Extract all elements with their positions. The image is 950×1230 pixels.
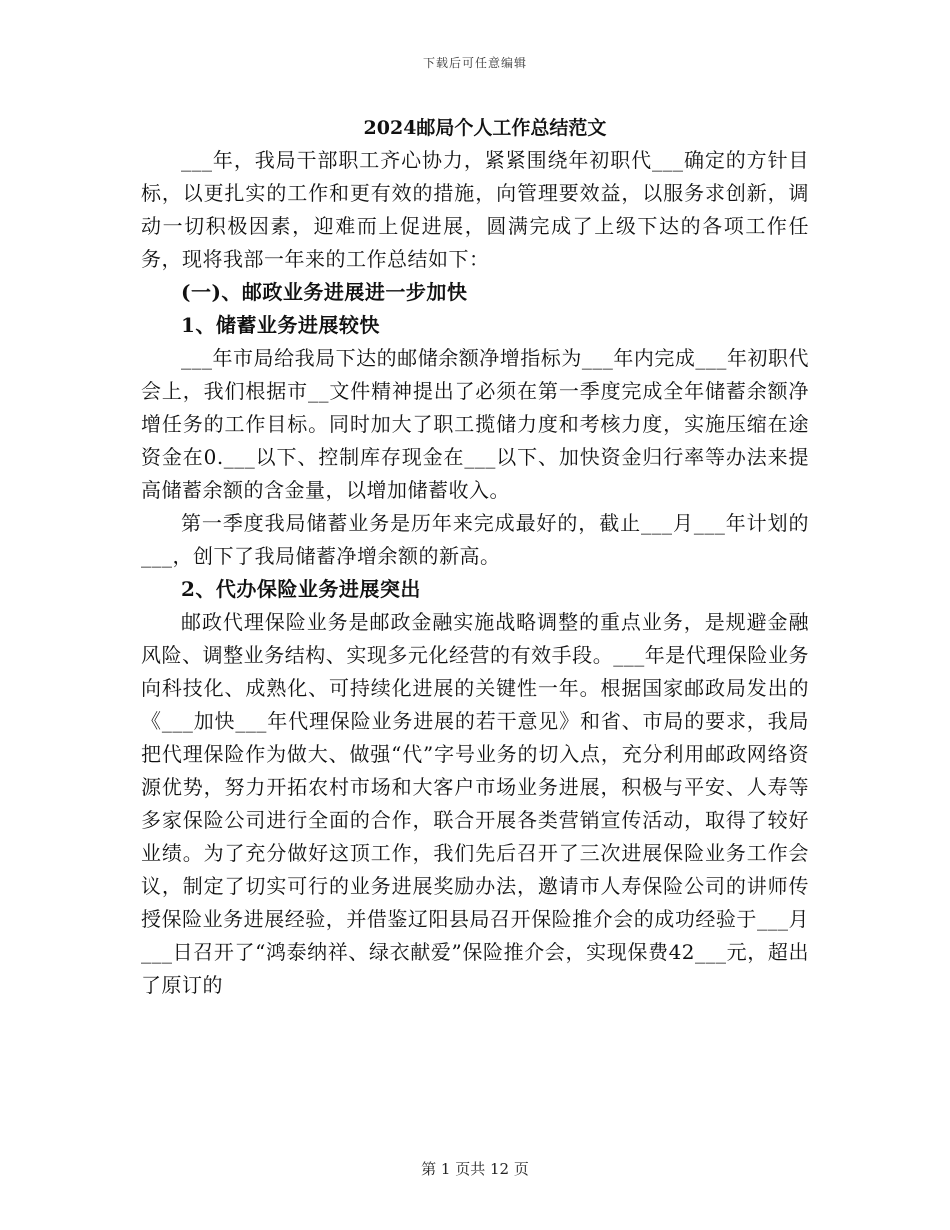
header-note: 下载后可任意编辑 bbox=[422, 56, 527, 70]
section-heading-1: (一)、邮政业务进展进一步加快 bbox=[181, 280, 468, 304]
intro-paragraph: ___年，我局干部职工齐心协力，紧紧围绕年初职代___确定的方针目标，以更扎实的工作和更有效的措施，向管理要效益，以服务求创新，调动一切积极因素，迎难而上促进展，圆满完成了上级下达的各项工作任务，现将我部一年来的工作总结如下： bbox=[141, 148, 809, 271]
subsection-heading-savings: 1、储蓄业务进展较快 bbox=[181, 313, 380, 337]
savings-paragraph-1: ___年市局给我局下达的邮储余额净增指标为___年内完成___年初职代会上，我们根据市__文件精神提出了必须在第一季度完成全年储蓄余额净增任务的工作目标。同时加大了职工揽储力度和考核力度，实施压缩在途资金在0.___以下、控制库存现金在___以下、加快资金归行率等办法来提高储蓄余额的含金量，以增加储蓄收入。 bbox=[141, 346, 809, 502]
document-title: 2024邮局个人工作总结范文 bbox=[363, 117, 607, 139]
savings-paragraph-2: 第一季度我局储蓄业务是历年来完成最好的，截止___月___年计划的___，创下了我局储蓄净增余额的新高。 bbox=[141, 511, 809, 568]
page-footer: 第 1 页共 12 页 bbox=[421, 1160, 529, 1178]
insurance-paragraph-1: 邮政代理保险业务是邮政金融实施战略调整的重点业务，是规避金融风险、调整业务结构、实现多元化经营的有效手段。___年是代理保险业务向科技化、成熟化、可持续化进展的关键性一年。根据国家邮政局发出的《___加快___年代理保险业务进展的若干意见》和省、市局的要求，我局把代理保险作为做大、做强“代”字号业务的切入点，充分利用邮政网络资源优势，努力开拓农村市场和大客户市场业务进展，积极与平安、人寿等多家保险公司进行全面的合作，联合开展各类营销宣传活动，取得了较好业绩。为了充分做好这顶工作，我们先后召开了三次进展保险业务工作会议，制定了切实可行的业务进展奖励办法，邀请市人寿保险公司的讲师传授保险业务进展经验，并借鉴辽阳县局召开保险推介会的成功经验于___月___日召开了“鸿泰纳祥、绿衣献爱”保险推介会，实现保费42___元，超出了原订的 bbox=[141, 610, 809, 997]
subsection-heading-insurance: 2、代办保险业务进展突出 bbox=[181, 577, 421, 601]
document-body bbox=[141, 112, 809, 1002]
